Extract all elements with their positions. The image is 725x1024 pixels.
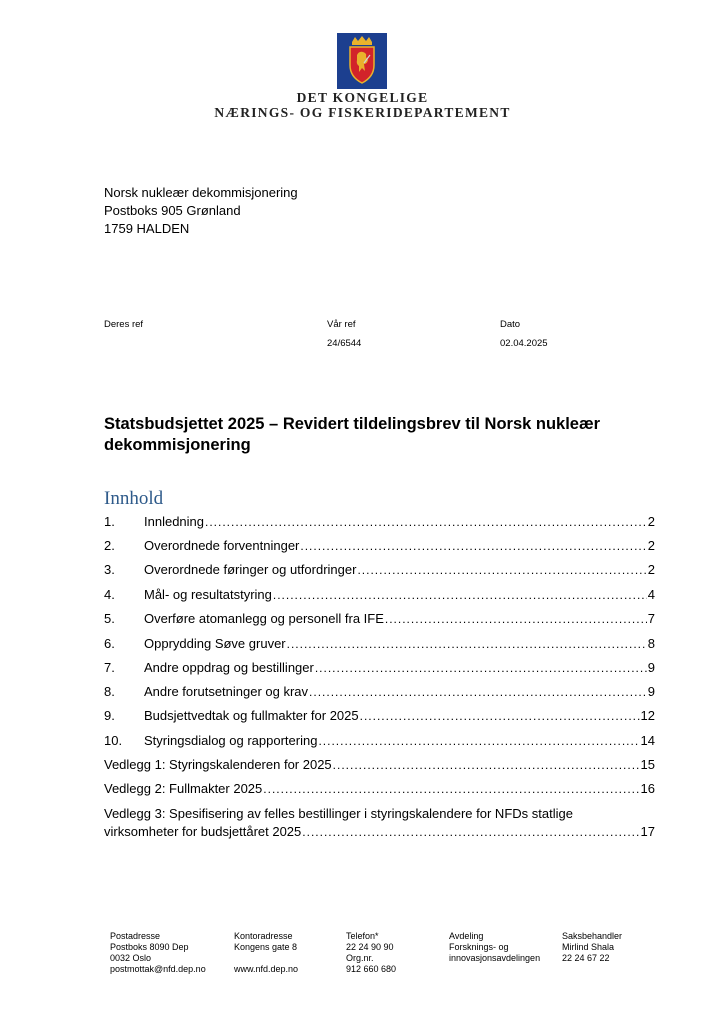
toc-item[interactable]: [104, 586, 655, 604]
toc-item[interactable]: [104, 659, 655, 677]
toc-item[interactable]: [104, 537, 655, 555]
footer-value: [449, 964, 540, 975]
toc-appendix-text: Vedlegg 1: Styringskalenderen for 2025: [104, 757, 332, 772]
footer-label: Org.nr.: [346, 953, 374, 963]
toc-appendix-page: 15: [640, 757, 655, 772]
footer-office-address: [234, 931, 298, 975]
footer-case-officer: [562, 931, 622, 975]
footer-value: 22 24 67 22: [562, 953, 610, 963]
toc-appendix-text: Vedlegg 2: Fullmakter 2025: [104, 781, 263, 796]
department-name-line1: DET KONGELIGE: [296, 90, 429, 105]
recipient-postbox: Postboks 905 Grønland: [104, 203, 241, 218]
toc-item-page: 7: [647, 611, 655, 626]
footer-value: Kongens gate 8: [234, 942, 298, 952]
toc-leader-dots: [360, 707, 640, 725]
toc-item-text: Overføre atomanlegg og personell fra IFE: [144, 611, 384, 626]
toc-leader-dots: [300, 537, 646, 555]
recipient-name: Norsk nukleær dekommisjonering: [104, 185, 298, 200]
toc-item-number: 5.: [104, 611, 115, 626]
toc-leader-dots: [205, 513, 647, 531]
toc-item-number: 7.: [104, 660, 115, 675]
toc-item-page: 8: [647, 636, 655, 651]
toc-item-page: 2: [647, 538, 655, 553]
date-value: 02.04.2025: [500, 338, 548, 349]
toc-leader-dots: [318, 732, 639, 750]
toc-item-text: Overordnede forventninger: [144, 538, 300, 553]
footer-value: 0032 Oslo: [110, 953, 152, 963]
footer-value: [234, 953, 298, 964]
coat-of-arms-logo: [337, 33, 387, 89]
footer-value: Postboks 8090 Dep: [110, 942, 189, 952]
toc-appendix-item[interactable]: [104, 823, 655, 841]
toc-item-page: 9: [647, 684, 655, 699]
toc-item-number: 8.: [104, 684, 115, 699]
toc-appendix-item[interactable]: [104, 756, 655, 774]
toc-item[interactable]: [104, 732, 655, 750]
toc-item-page: 4: [647, 587, 655, 602]
footer-label: Telefon*: [346, 931, 379, 941]
var-ref-label: Vår ref: [327, 319, 356, 330]
toc-item-number: 2.: [104, 538, 115, 553]
toc-item-text: Budsjettvedtak og fullmakter for 2025: [144, 708, 359, 723]
footer-value: innovasjonsavdelingen: [449, 953, 541, 963]
toc-leader-dots: [333, 756, 640, 774]
footer-value: Mirlind Shala: [562, 942, 615, 952]
toc-leader-dots: [302, 823, 639, 841]
footer-value: [562, 964, 622, 975]
toc-appendix-page: 16: [640, 781, 655, 796]
toc-leader-dots: [385, 610, 647, 628]
footer-value: 912 660 680: [346, 964, 397, 974]
toc-item-number: 9.: [104, 708, 115, 723]
toc-item[interactable]: [104, 561, 655, 579]
toc-item-text: Styringsdialog og rapportering: [144, 733, 318, 748]
toc-leader-dots: [357, 561, 646, 579]
footer-value: Forsknings- og: [449, 942, 509, 952]
toc-item-page: 12: [640, 708, 655, 723]
toc-item[interactable]: [104, 683, 655, 701]
toc-item-number: 4.: [104, 587, 115, 602]
toc-leader-dots: [287, 635, 647, 653]
toc-item-number: 3.: [104, 562, 115, 577]
toc-appendix3-line1[interactable]: Vedlegg 3: Spesifisering av felles bestillinger i styringskalendere for NFDs statlige: [104, 806, 573, 821]
footer-label: Avdeling: [449, 931, 484, 941]
toc-item-text: Mål- og resultatstyring: [144, 587, 272, 602]
toc-leader-dots: [273, 586, 647, 604]
toc-appendix-page: 17: [640, 824, 655, 839]
toc-item-text: Andre oppdrag og bestillinger: [144, 660, 314, 675]
toc-item-number: 6.: [104, 636, 115, 651]
date-label: Dato: [500, 319, 521, 330]
toc-item[interactable]: [104, 707, 655, 725]
footer-label: Kontoradresse: [234, 931, 293, 941]
toc-leader-dots: [309, 683, 647, 701]
footer-label: Saksbehandler: [562, 931, 623, 941]
toc-item-text: Andre forutsetninger og krav: [144, 684, 309, 699]
document-title: Statsbudsjettet 2025 – Revidert tildelingsbrev til Norsk nukleær dekommisjonering: [104, 415, 601, 454]
footer-value: 22 24 90 90: [346, 942, 394, 952]
footer-website-link[interactable]: www.nfd.dep.no: [234, 964, 299, 974]
toc-item[interactable]: [104, 610, 655, 628]
footer-phone: [346, 931, 396, 975]
toc-appendix-text: virksomheter for budsjettåret 2025: [104, 824, 302, 839]
toc-item-number: 1.: [104, 514, 115, 529]
deres-ref-label: Deres ref: [104, 319, 144, 330]
footer-label: Postadresse: [110, 931, 161, 941]
toc-item-text: Opprydding Søve gruver: [144, 636, 286, 651]
toc-item[interactable]: [104, 635, 655, 653]
recipient-city: 1759 HALDEN: [104, 221, 190, 236]
footer-department: [449, 931, 540, 975]
footer-postal-address: [110, 931, 206, 975]
toc-item-page: 14: [640, 733, 655, 748]
toc-heading: Innhold: [104, 488, 164, 509]
toc-leader-dots: [263, 780, 639, 798]
toc-item-text: Overordnede føringer og utfordringer: [144, 562, 357, 577]
toc-item-page: 2: [647, 562, 655, 577]
toc-item-number: 10.: [104, 733, 123, 748]
var-ref-value: 24/6544: [327, 338, 362, 349]
toc-leader-dots: [315, 659, 647, 677]
toc-item-text: Innledning: [144, 514, 204, 529]
toc-appendix-item[interactable]: [104, 780, 655, 798]
footer-email-link[interactable]: postmottak@nfd.dep.no: [110, 964, 206, 974]
toc-item-page: 9: [647, 660, 655, 675]
department-name-line2: NÆRINGS- OG FISKERIDEPARTEMENT: [214, 105, 511, 120]
toc-item[interactable]: [104, 513, 655, 531]
toc-item-page: 2: [647, 514, 655, 529]
